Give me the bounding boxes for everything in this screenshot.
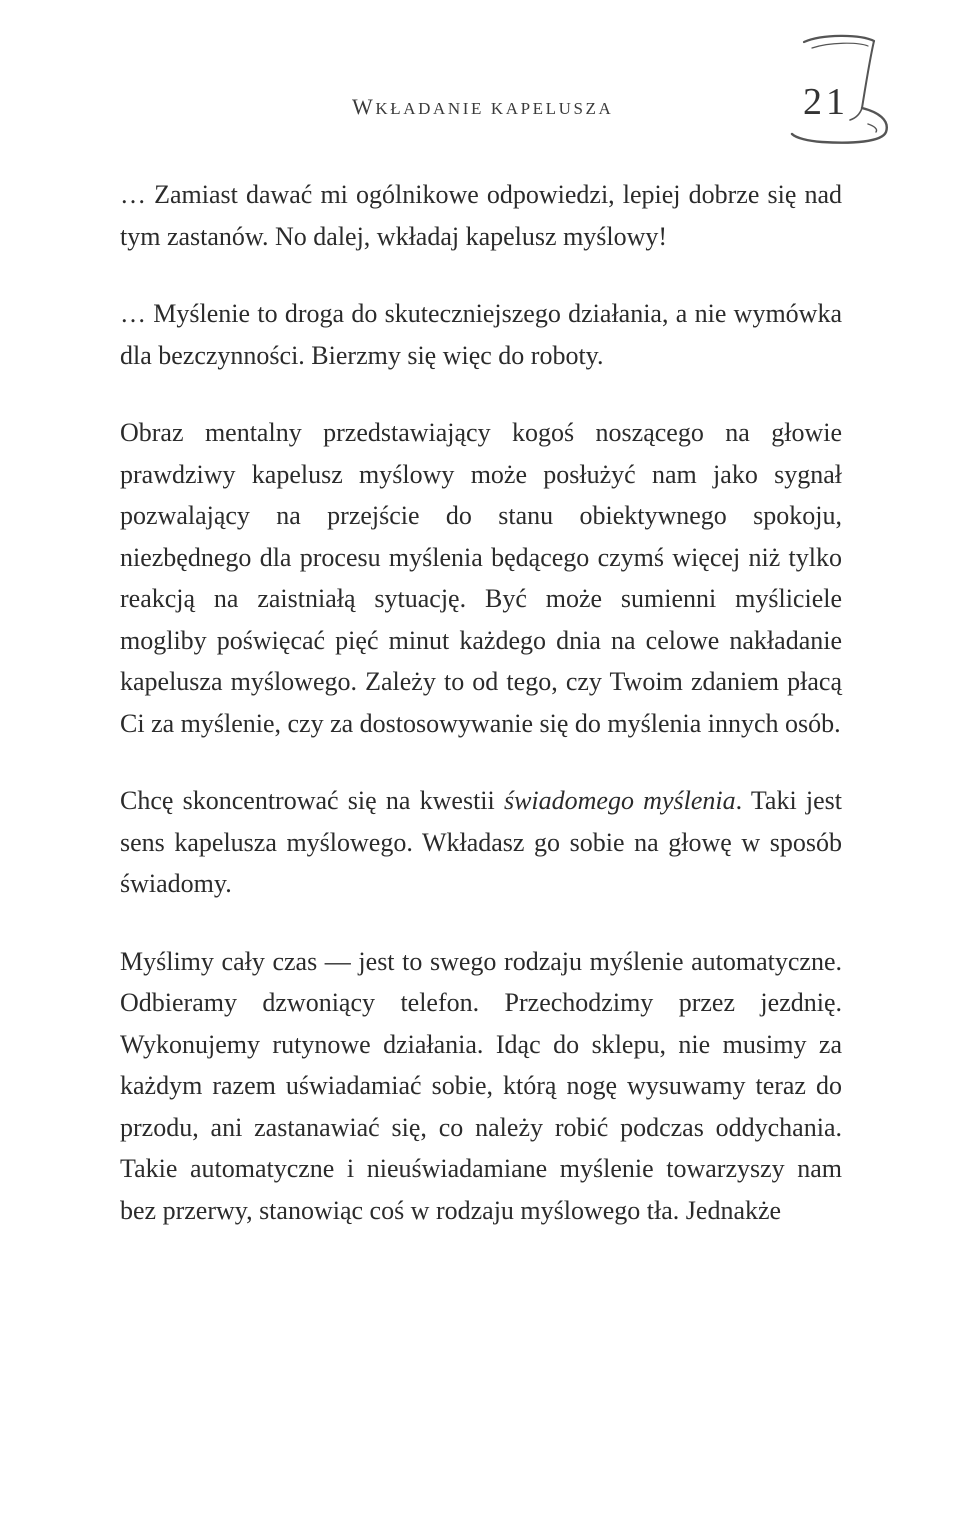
page-number: 21 xyxy=(803,81,849,123)
emphasis-text: świadomego myślenia xyxy=(503,786,736,815)
paragraph: … Myślenie to droga do skuteczniejszego działania, a nie wymówka dla bezczynności. Bierzmy się więc do roboty. xyxy=(120,299,842,370)
paragraph-text: Chcę skoncentrować się na kwestii xyxy=(120,786,504,815)
body-text xyxy=(120,174,842,1231)
paragraph xyxy=(120,780,842,905)
running-title: WKŁADANIE KAPELUSZA xyxy=(352,94,614,119)
top-hat-icon xyxy=(782,28,894,156)
paragraph: … Zamiast dawać mi ogólnikowe odpowiedzi, lepiej dobrze się nad tym zastanów. No dalej, wkładaj kapelusz myślowy! xyxy=(120,180,842,251)
paragraph: Myślimy cały czas — jest to swego rodzaju myślenie automatyczne. Odbieramy dzwoniący telefon. Przechodzimy przez jezdnię. Wykonujemy rutynowe działania. Idąc do sklepu, nie musimy za każdym razem uświadamiać sobie, którą nogę wysuwamy teraz do przodu, ani zastanawiać się, co należy robić podczas oddychania. Takie automatyczne i nieuświadamiane myślenie towarzyszy nam bez przerwy, stanowiąc coś w rodzaju myślowego tła. Jednakże xyxy=(120,946,842,1225)
paragraph: Obraz mentalny przedstawiający kogoś noszącego na głowie prawdziwy kapelusz myślowy może posłużyć nam jako sygnał pozwalający na przejście do stanu obiektywnego spokoju, niezbędnego dla procesu myślenia będącego czymś więcej niż tylko reakcją na zaistniałą sytuację. Być może sumienni myśliciele mogliby poświęcać pięć minut każdego dnia na celowe nakładanie kapelusza myślowego. Zależy to od tego, czy Twoim zdaniem płacą Ci za myślenie, czy za dostosowywanie się do myślenia innych osób. xyxy=(120,418,842,738)
paragraph-text: . Taki jest sens kapelusza myślowego. Wkładasz go sobie na głowę w sposób świadomy. xyxy=(120,786,843,898)
